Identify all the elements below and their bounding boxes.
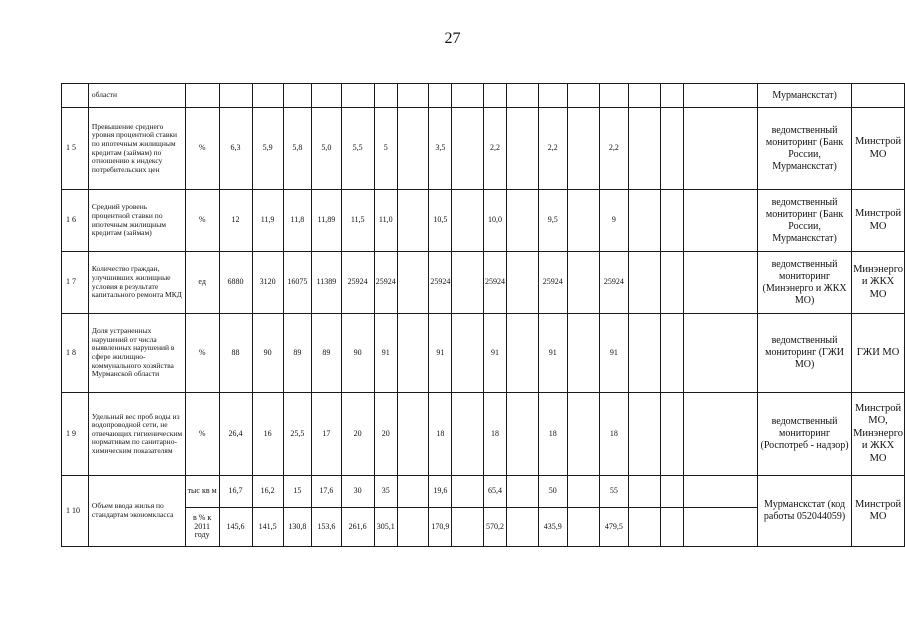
value-cell: 435,9 bbox=[538, 508, 567, 547]
empty-cell bbox=[452, 190, 484, 252]
empty-cell bbox=[506, 252, 538, 314]
value-cell: 3,5 bbox=[429, 108, 452, 190]
value-cell: 11,5 bbox=[341, 190, 374, 252]
table-row bbox=[62, 393, 905, 476]
value-cell: 90 bbox=[341, 314, 374, 393]
value-cell: 18 bbox=[599, 393, 628, 476]
empty-cell bbox=[397, 314, 429, 393]
empty-cell bbox=[397, 508, 429, 547]
value-cell: 35 bbox=[374, 476, 397, 508]
indicator-name: Количество граждан, улучшивших жилищные условия в результате капитального ремонта МКД bbox=[88, 252, 185, 314]
value-cell bbox=[660, 314, 683, 393]
empty-cell bbox=[629, 190, 661, 252]
value-cell: 11389 bbox=[312, 252, 341, 314]
empty-cell bbox=[397, 108, 429, 190]
unit-cell: % bbox=[185, 108, 219, 190]
value-cell bbox=[341, 84, 374, 108]
value-cell bbox=[429, 84, 452, 108]
responsible-cell: Минстрой МО, Минэнерго и ЖКХ МО bbox=[852, 393, 905, 476]
source-cell: ведомственный мониторинг (Роспотреб - надзор) bbox=[758, 393, 852, 476]
empty-cell bbox=[397, 252, 429, 314]
unit-cell: % bbox=[185, 190, 219, 252]
empty-cell bbox=[568, 108, 600, 190]
empty-cell bbox=[397, 393, 429, 476]
empty-cell bbox=[452, 314, 484, 393]
value-cell: 91 bbox=[374, 314, 397, 393]
value-cell: 170,9 bbox=[429, 508, 452, 547]
row-number: 1 9 bbox=[62, 393, 89, 476]
value-cell: 25924 bbox=[341, 252, 374, 314]
value-cell: 91 bbox=[538, 314, 567, 393]
empty-cell bbox=[568, 84, 600, 108]
value-cell: 18 bbox=[483, 393, 506, 476]
source-cell: Мурманскстат) bbox=[758, 84, 852, 108]
value-cell: 305,1 bbox=[374, 508, 397, 547]
empty-cell bbox=[629, 508, 661, 547]
value-cell: 10,0 bbox=[483, 190, 506, 252]
value-cell: 11,89 bbox=[312, 190, 341, 252]
value-cell: 2,2 bbox=[483, 108, 506, 190]
indicator-name: области bbox=[88, 84, 185, 108]
value-cell: 91 bbox=[429, 314, 452, 393]
empty-cell bbox=[397, 190, 429, 252]
value-cell bbox=[374, 84, 397, 108]
value-cell: 261,6 bbox=[341, 508, 374, 547]
table-row bbox=[62, 190, 905, 252]
value-cell: 2,2 bbox=[599, 108, 628, 190]
responsible-cell: Минстрой МО bbox=[852, 476, 905, 547]
empty-cell bbox=[506, 108, 538, 190]
value-cell: 91 bbox=[483, 314, 506, 393]
value-cell bbox=[660, 190, 683, 252]
unit-cell: % bbox=[185, 314, 219, 393]
empty-cell bbox=[506, 393, 538, 476]
empty-cell bbox=[684, 314, 758, 393]
source-cell: ведомственный мониторинг (Банк России, Мурманскстат) bbox=[758, 108, 852, 190]
table-row bbox=[62, 476, 905, 508]
indicators-table bbox=[61, 83, 905, 547]
value-cell: 16,7 bbox=[219, 476, 252, 508]
value-cell: 26,4 bbox=[219, 393, 252, 476]
value-cell: 25924 bbox=[374, 252, 397, 314]
empty-cell bbox=[629, 476, 661, 508]
empty-cell bbox=[452, 393, 484, 476]
empty-cell bbox=[684, 476, 758, 508]
value-cell bbox=[660, 393, 683, 476]
value-cell: 17,6 bbox=[312, 476, 341, 508]
value-cell: 20 bbox=[341, 393, 374, 476]
responsible-cell: Минэнерго и ЖКХ МО bbox=[852, 252, 905, 314]
value-cell: 6,3 bbox=[219, 108, 252, 190]
value-cell: 89 bbox=[312, 314, 341, 393]
unit-cell: в % к 2011 году bbox=[185, 508, 219, 547]
value-cell: 16,2 bbox=[252, 476, 283, 508]
value-cell: 9,5 bbox=[538, 190, 567, 252]
empty-cell bbox=[452, 84, 484, 108]
value-cell bbox=[283, 84, 312, 108]
empty-cell bbox=[452, 108, 484, 190]
empty-cell bbox=[506, 476, 538, 508]
empty-cell bbox=[452, 252, 484, 314]
unit-cell: % bbox=[185, 393, 219, 476]
row-number: 1 7 bbox=[62, 252, 89, 314]
value-cell: 3120 bbox=[252, 252, 283, 314]
table-row bbox=[62, 84, 905, 108]
value-cell bbox=[660, 84, 683, 108]
row-number: 1 8 bbox=[62, 314, 89, 393]
value-cell: 19,6 bbox=[429, 476, 452, 508]
row-number bbox=[62, 84, 89, 108]
value-cell: 11,0 bbox=[374, 190, 397, 252]
empty-cell bbox=[568, 508, 600, 547]
empty-cell bbox=[568, 476, 600, 508]
unit-cell: ед bbox=[185, 252, 219, 314]
table-row bbox=[62, 108, 905, 190]
value-cell: 6880 bbox=[219, 252, 252, 314]
empty-cell bbox=[629, 314, 661, 393]
value-cell: 90 bbox=[252, 314, 283, 393]
value-cell: 17 bbox=[312, 393, 341, 476]
value-cell: 5,8 bbox=[283, 108, 312, 190]
empty-cell bbox=[684, 84, 758, 108]
source-cell: ведомственный мониторинг (Банк России, Мурманскстат) bbox=[758, 190, 852, 252]
empty-cell bbox=[684, 508, 758, 547]
value-cell: 141,5 bbox=[252, 508, 283, 547]
value-cell bbox=[660, 252, 683, 314]
value-cell: 11,8 bbox=[283, 190, 312, 252]
source-cell: ведомственный мониторинг (ГЖИ МО) bbox=[758, 314, 852, 393]
value-cell: 9 bbox=[599, 190, 628, 252]
value-cell: 89 bbox=[283, 314, 312, 393]
indicator-name: Удельный вес проб воды из водопроводной сети, не отвечающих гигиеническим нормативам по санитарно-химическим показателям bbox=[88, 393, 185, 476]
indicator-name: Средний уровень процентной ставки по ипотечным жилищным кредитам (займам) bbox=[88, 190, 185, 252]
value-cell: 55 bbox=[599, 476, 628, 508]
unit-cell: тыс кв м bbox=[185, 476, 219, 508]
empty-cell bbox=[629, 108, 661, 190]
source-cell: Мурманскстат (код работы 052044059) bbox=[758, 476, 852, 547]
responsible-cell: ГЖИ МО bbox=[852, 314, 905, 393]
empty-cell bbox=[568, 393, 600, 476]
value-cell: 25,5 bbox=[283, 393, 312, 476]
empty-cell bbox=[629, 84, 661, 108]
indicator-name: Превышение среднего уровня процентной ставки по ипотечным жилищным кредитам (займам) по отношению к индексу потребительских цен bbox=[88, 108, 185, 190]
value-cell bbox=[252, 84, 283, 108]
row-number: 1 6 bbox=[62, 190, 89, 252]
value-cell: 50 bbox=[538, 476, 567, 508]
empty-cell bbox=[568, 314, 600, 393]
value-cell: 10,5 bbox=[429, 190, 452, 252]
value-cell: 2,2 bbox=[538, 108, 567, 190]
value-cell: 5,9 bbox=[252, 108, 283, 190]
value-cell: 20 bbox=[374, 393, 397, 476]
value-cell: 91 bbox=[599, 314, 628, 393]
unit-cell bbox=[185, 84, 219, 108]
empty-cell bbox=[629, 393, 661, 476]
value-cell: 16 bbox=[252, 393, 283, 476]
value-cell bbox=[660, 108, 683, 190]
empty-cell bbox=[397, 84, 429, 108]
value-cell: 65,4 bbox=[483, 476, 506, 508]
value-cell: 145,6 bbox=[219, 508, 252, 547]
source-cell: ведомственный мониторинг (Минэнерго и ЖКХ МО) bbox=[758, 252, 852, 314]
value-cell: 12 bbox=[219, 190, 252, 252]
value-cell: 18 bbox=[538, 393, 567, 476]
value-cell: 16075 bbox=[283, 252, 312, 314]
empty-cell bbox=[506, 84, 538, 108]
value-cell bbox=[312, 84, 341, 108]
empty-cell bbox=[684, 190, 758, 252]
value-cell: 25924 bbox=[483, 252, 506, 314]
indicator-name: Объем ввода жилья по стандартам экономкласса bbox=[88, 476, 185, 547]
table-row bbox=[62, 252, 905, 314]
empty-cell bbox=[452, 476, 484, 508]
empty-cell bbox=[684, 393, 758, 476]
value-cell: 130,8 bbox=[283, 508, 312, 547]
empty-cell bbox=[506, 508, 538, 547]
empty-cell bbox=[506, 190, 538, 252]
value-cell: 479,5 bbox=[599, 508, 628, 547]
value-cell bbox=[483, 84, 506, 108]
empty-cell bbox=[506, 314, 538, 393]
indicator-name: Доля устраненных нарушений от числа выявленных нарушений в сфере жилищно-коммунального хозяйства Мурманской области bbox=[88, 314, 185, 393]
table-row bbox=[62, 314, 905, 393]
empty-cell bbox=[684, 252, 758, 314]
value-cell: 11,9 bbox=[252, 190, 283, 252]
value-cell: 570,2 bbox=[483, 508, 506, 547]
value-cell bbox=[660, 508, 683, 547]
value-cell: 153,6 bbox=[312, 508, 341, 547]
responsible-cell: Минстрой МО bbox=[852, 108, 905, 190]
empty-cell bbox=[452, 508, 484, 547]
page-number: 27 bbox=[444, 30, 461, 47]
value-cell bbox=[660, 476, 683, 508]
value-cell: 88 bbox=[219, 314, 252, 393]
value-cell: 5 bbox=[374, 108, 397, 190]
value-cell bbox=[219, 84, 252, 108]
value-cell bbox=[599, 84, 628, 108]
value-cell bbox=[538, 84, 567, 108]
empty-cell bbox=[568, 252, 600, 314]
value-cell: 25924 bbox=[429, 252, 452, 314]
row-number: 1 10 bbox=[62, 476, 89, 547]
value-cell: 5,0 bbox=[312, 108, 341, 190]
empty-cell bbox=[568, 190, 600, 252]
empty-cell bbox=[397, 476, 429, 508]
responsible-cell bbox=[852, 84, 905, 108]
value-cell: 15 bbox=[283, 476, 312, 508]
value-cell: 25924 bbox=[599, 252, 628, 314]
value-cell: 5,5 bbox=[341, 108, 374, 190]
responsible-cell: Минстрой МО bbox=[852, 190, 905, 252]
value-cell: 25924 bbox=[538, 252, 567, 314]
row-number: 1 5 bbox=[62, 108, 89, 190]
empty-cell bbox=[629, 252, 661, 314]
value-cell: 30 bbox=[341, 476, 374, 508]
empty-cell bbox=[684, 108, 758, 190]
value-cell: 18 bbox=[429, 393, 452, 476]
